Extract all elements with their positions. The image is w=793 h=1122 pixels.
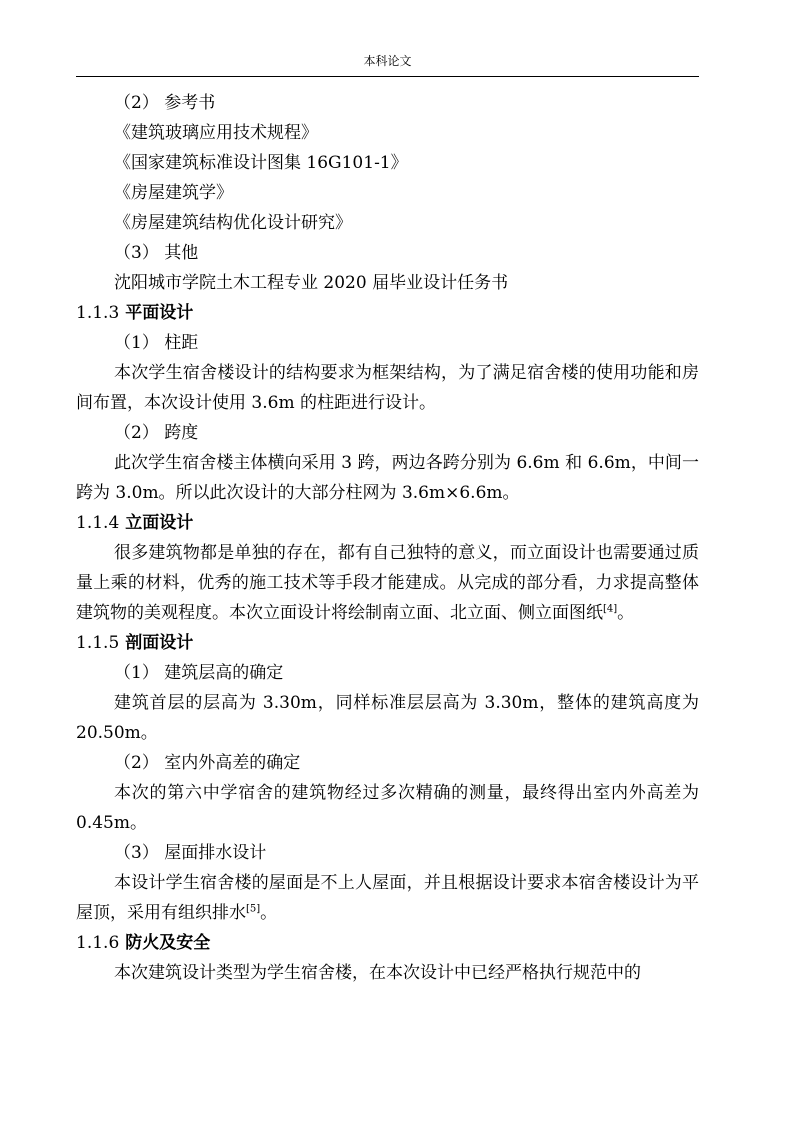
- header-divider: [76, 76, 699, 77]
- subsection-other: （3） 其他: [114, 243, 199, 263]
- citation-ref: [5]: [246, 903, 261, 915]
- page-header: 本科论文: [363, 54, 412, 68]
- section-heading-1-1-3: [76, 298, 699, 328]
- paragraph-text: 很多建筑物都是单独的存在，都有自己独特的意义，而立面设计也需要通过质量上乘的材料，优秀的施工技术等手段才能建成。从完成的部分看，力求提高整体建筑物的美观程度。本次立面设计将绘制南立面、北立面、侧立面图纸: [76, 543, 699, 623]
- section-heading-1-1-6: [76, 928, 699, 958]
- subsection-floor-height: （1） 建筑层高的确定: [114, 663, 284, 683]
- section-title: 平面设计: [125, 303, 194, 323]
- subsection-height-difference: （2） 室内外高差的确定: [114, 753, 301, 773]
- subsection-span: （2） 跨度: [114, 423, 199, 443]
- reference-item: 《房屋建筑结构优化设计研究》: [114, 213, 352, 233]
- subsection-references: （2） 参考书: [114, 93, 216, 113]
- paragraph-end: 。: [260, 903, 278, 923]
- paragraph-end: 。: [617, 603, 635, 623]
- subsection-column-spacing: （1） 柱距: [114, 333, 199, 353]
- paragraph: 本次的第六中学宿舍的建筑物经过多次精确的测量，最终得出室内外高差为 0.45m。: [76, 783, 699, 833]
- paragraph: 建筑首层的层高为 3.30m，同样标准层层高为 3.30m，整体的建筑高度为 20.50m。: [76, 693, 699, 743]
- section-heading-1-1-5: [76, 628, 699, 658]
- paragraph: [76, 538, 699, 628]
- paragraph: 本次学生宿舍楼设计的结构要求为框架结构，为了满足宿舍楼的使用功能和房间布置，本次设计使用 3.6m 的柱距进行设计。: [76, 363, 699, 413]
- paragraph: [76, 868, 699, 928]
- section-number: 1.1.5: [76, 633, 120, 653]
- paragraph: 本次建筑设计类型为学生宿舍楼，在本次设计中已经严格执行规范中的: [114, 963, 641, 983]
- section-title: 立面设计: [125, 513, 194, 533]
- reference-item: 《房屋建筑学》: [114, 183, 233, 203]
- paragraph: 此次学生宿舍楼主体横向采用 3 跨，两边各跨分别为 6.6m 和 6.6m，中间一跨为 3.0m。所以此次设计的大部分柱网为 3.6m×6.6m。: [76, 453, 699, 503]
- subsection-roof-drainage: （3） 屋面排水设计: [114, 843, 267, 863]
- section-number: 1.1.6: [76, 933, 120, 953]
- document-body: [76, 88, 699, 988]
- citation-ref: [4]: [603, 603, 618, 615]
- paragraph-text: 本设计学生宿舍楼的屋面是不上人屋面，并且根据设计要求本宿舍楼设计为平屋顶，采用有组织排水: [76, 873, 699, 923]
- reference-item: 《国家建筑标准设计图集 16G101-1》: [114, 153, 408, 173]
- section-title: 剖面设计: [125, 633, 194, 653]
- section-title: 防火及安全: [125, 933, 211, 953]
- other-item: 沈阳城市学院土木工程专业 2020 届毕业设计任务书: [114, 273, 509, 293]
- section-number: 1.1.3: [76, 303, 120, 323]
- section-heading-1-1-4: [76, 508, 699, 538]
- section-number: 1.1.4: [76, 513, 120, 533]
- reference-item: 《建筑玻璃应用技术规程》: [114, 123, 318, 143]
